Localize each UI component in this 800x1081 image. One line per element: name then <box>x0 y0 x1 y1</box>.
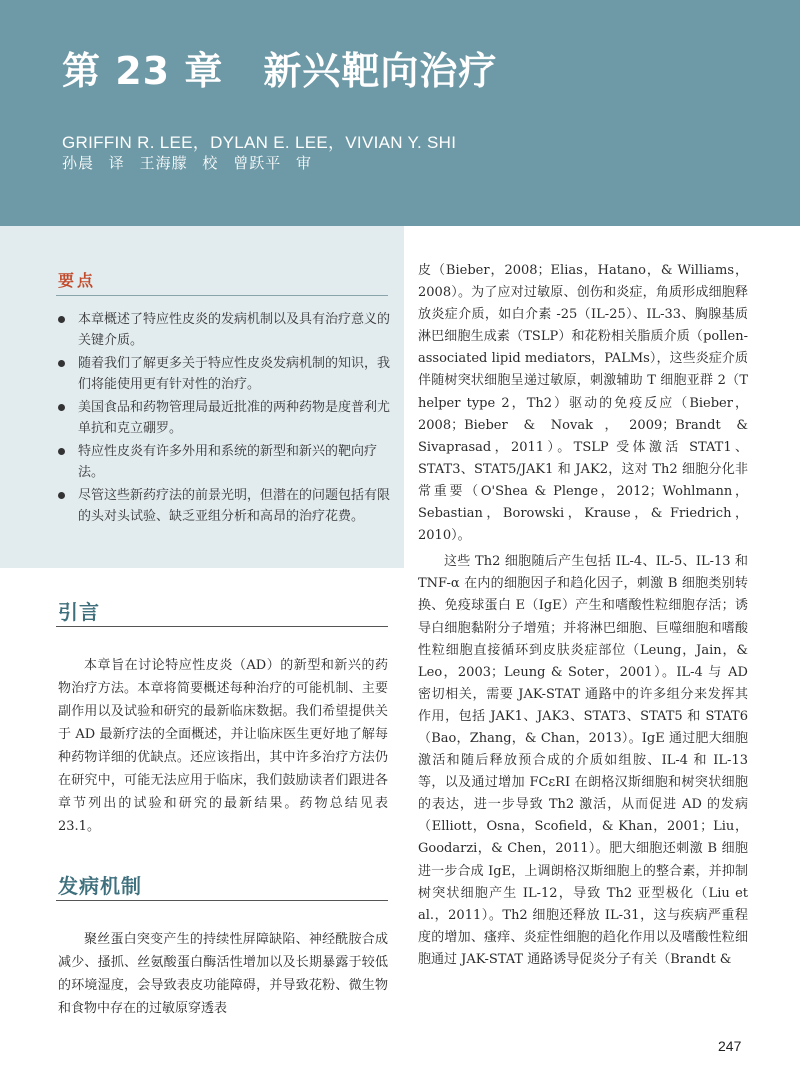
key-point-text: 美国食品和药物管理局最近批准的两种药物是度普利尤单抗和克立硼罗。 <box>78 400 391 436</box>
approver-name: 曾跃平 <box>233 154 282 172</box>
bullet-icon <box>58 492 65 499</box>
bullet-icon <box>58 448 65 455</box>
page-number: 247 <box>718 1038 742 1054</box>
authors: GRIFFIN R. LEE，DYLAN E. LEE，VIVIAN Y. SHI <box>62 133 457 152</box>
key-point-text: 尽管这些新药疗法的前景光明，但潜在的问题包括有限的头对头试验、缺乏亚组分析和高昂的治疗花费。 <box>78 488 391 524</box>
key-point-text: 本章概述了特应性皮炎的发病机制以及具有治疗意义的关键介质。 <box>78 312 391 348</box>
key-point-item <box>56 397 396 439</box>
pathogenesis-paragraph: 聚丝蛋白突变产生的持续性屏障缺陷、神经酰胺合成减少、搔抓、丝氨酸蛋白酶活性增加以及长期暴露于较低的环境湿度，会导致表皮功能障碍，并导致花粉、微生物和食物中存在的过敏原穿透表 <box>58 932 388 1016</box>
introduction-heading: 引言 <box>58 600 100 624</box>
introduction-paragraph: 本章旨在讨论特应性皮炎（AD）的新型和新兴的药物治疗方法。本章将简要概述每种治疗的可能机制、主要副作用以及试验和研究的最新临床数据。我们希望提供关于 AD 最新疗法的全面概述，并让临床医生更好地了解每种药物详细的优缺点。还应该指出，其中许多治疗方法仍在研究中，可能无法应用于临床，我们鼓励读者们跟进各章节列出的试验和研究的最新结果。药物总结见表 23.1。 <box>58 658 388 834</box>
key-point-item <box>56 441 396 483</box>
body-paragraph-1: 皮（Bieber，2008；Elias，Hatano，& Williams，2008）。为了应对过敏原、创伤和炎症，角质形成细胞释放炎症介质，如白介素 -25（IL-25）、IL-33、胸腺基质淋巴细胞生成素（TSLP）和花粉相关脂质介质（pollen-associated lipid mediators，PALMs），这些炎症介质伴随树突状细胞呈递过敏原，刺激辅助 T 细胞亚群 2（T helper type 2，Th2）驱动的免疫反应（Bieber，2008；Bieber & Novak，2009；Brandt & Sivaprasad，2011）。TSLP 受体激活 STAT1、STAT3、STAT5/JAK1 和 JAK2，这对 Th2 细胞分化非常重要（O'Shea & Plenge，2012；Wohlmann，Sebastian，Borowski，Krause，& Friedrich，2010）。 <box>418 263 748 544</box>
key-point-text: 随着我们了解更多关于特应性皮炎发病机制的知识，我们将能使用更有针对性的治疗。 <box>78 356 391 392</box>
right-column <box>418 260 748 971</box>
chapter-title <box>62 40 497 95</box>
translator-name: 孙晨 <box>62 154 95 172</box>
body-paragraph-2: 这些 Th2 细胞随后产生包括 IL-4、IL-5、IL-13 和 TNF-α 在内的细胞因子和趋化因子，刺激 B 细胞类别转换、免疫球蛋白 E（IgE）产生和嗜酸性粒细胞存活；诱导白细胞黏附分子增殖；并将淋巴细胞、巨噬细胞和嗜酸性粒细胞直接循环到皮肤炎症部位（Leung，Jain，& Leo，2003；Leung & Soter，2001）。IL-4 与 AD 密切相关，需要 JAK-STAT 通路中的许多组分来发挥其作用，包括 JAK1、JAK3、STAT3、STAT5 和 STAT6（Bao，Zhang，& Chan，2013）。IgE 通过肥大细胞激活和随后释放预合成的介质如组胺、IL-4 和 IL-13 等，以及通过增加 FCεRI 在朗格汉斯细胞和树突状细胞的表达，进一步导致 Th2 激活，从而促进 AD 的发病（Elliott，Osna，Scofield，& Khan，2001；Liu，Goodarzi，& Chen，2011）。肥大细胞还刺激 B 细胞进一步合成 IgE，上调朗格汉斯细胞上的整合素，并抑制树突状细胞产生 IL-12，导致 Th2 亚型极化（Liu et al.，2011）。Th2 细胞还释放 IL-31，这与疾病严重程度的增加、瘙痒、炎症性细胞的趋化作用以及嗜酸性粒细胞通过 JAK-STAT 通路诱导促炎分子有关（Brandt & <box>418 554 748 967</box>
key-point-item <box>56 353 396 395</box>
pathogenesis-heading: 发病机制 <box>58 874 142 898</box>
key-points-divider <box>56 295 388 296</box>
bullet-icon <box>58 316 65 323</box>
key-points-heading: 要点 <box>58 271 97 290</box>
reviewer-role: 校 <box>202 154 219 172</box>
chapter-name: 新兴靶向治疗 <box>263 49 498 93</box>
bullet-icon <box>58 404 65 411</box>
key-points-list <box>56 309 396 529</box>
key-point-text: 特应性皮炎有许多外用和系统的新型和新兴的靶向疗法。 <box>78 444 378 480</box>
chapter-header-banner <box>0 0 800 226</box>
translator-role: 译 <box>108 154 125 172</box>
pathogenesis-divider <box>56 900 388 901</box>
bullet-icon <box>58 360 65 367</box>
introduction-divider <box>56 626 388 627</box>
key-point-item <box>56 309 396 351</box>
key-point-item <box>56 485 396 527</box>
translators <box>62 152 321 173</box>
approver-role: 审 <box>295 154 312 172</box>
reviewer-name: 王海朦 <box>139 154 188 172</box>
chapter-number: 第 23 章 <box>62 49 224 93</box>
